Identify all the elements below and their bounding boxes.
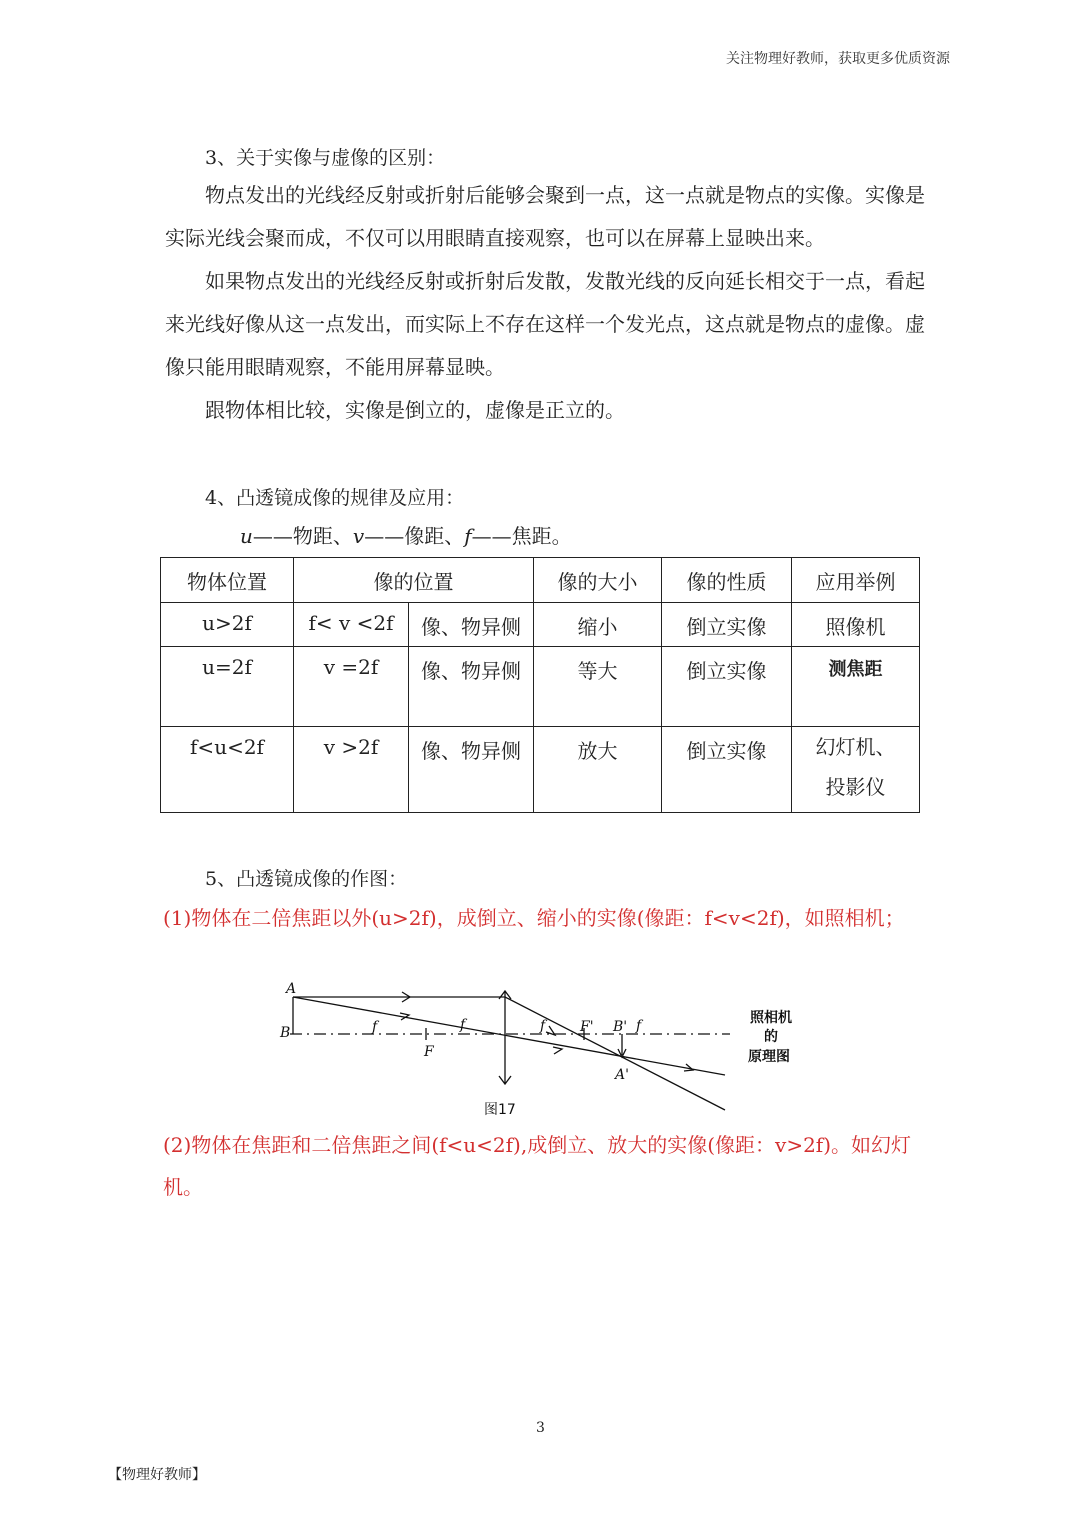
cell-size: 等大 — [534, 647, 662, 727]
side-label-3: 原理图 — [748, 1049, 790, 1065]
label-A-prime: A' — [615, 1067, 629, 1083]
label-f-1: f — [372, 1019, 378, 1035]
symbol-v: v — [352, 524, 365, 548]
symbol-v-text: ——像距、 — [364, 524, 465, 548]
symbol-u: u — [240, 524, 253, 548]
label-B: B — [280, 1025, 291, 1041]
cell-size: 缩小 — [534, 603, 662, 647]
lens-imaging-table — [160, 557, 920, 813]
page-footer: 【物理好教师】 — [108, 1467, 206, 1483]
symbol-definitions — [240, 520, 572, 549]
cell-application: 照像机 — [792, 603, 920, 647]
cell-application — [792, 727, 920, 813]
header-image-nature: 像的性质 — [662, 558, 792, 603]
page-header: 关注物理好教师，获取更多优质资源 — [726, 51, 950, 67]
ray-center — [293, 997, 725, 1075]
section-3-title: 3、关于实像与虚像的区别： — [205, 147, 446, 169]
table-header-row — [161, 558, 920, 603]
label-f-2: f — [460, 1017, 466, 1033]
section-5-item-1: (1)物体在二倍焦距以外(u>2f)，成倒立、缩小的实像(像距：f<v<2f)，如照相机； — [163, 906, 905, 930]
ray-refracted — [505, 997, 725, 1110]
label-f-3: f — [540, 1018, 546, 1034]
cell-application: 测焦距 — [792, 647, 920, 727]
table-row — [161, 603, 920, 647]
cell-image-side: 像、物异侧 — [409, 727, 534, 813]
table-row — [161, 647, 920, 727]
camera-principle-diagram — [270, 975, 810, 1125]
page-number: 3 — [536, 1420, 545, 1436]
cell-image-range: v =2f — [294, 647, 409, 727]
section-3-paragraph-1: 物点发出的光线经反射或折射后能够会聚到一点，这一点就是物点的实像。实像是实际光线会聚而成，不仅可以用眼睛直接观察，也可以在屏幕上显映出来。 — [165, 183, 925, 250]
section-3-paragraph-2: 如果物点发出的光线经反射或折射后发散，发散光线的反向延长相交于一点，看起来光线好像从这一点发出，而实际上不存在这样一个发光点，这点就是物点的虚像。虚像只能用眼睛观察，不能用屏幕显映。 — [165, 269, 925, 379]
cell-object: u>2f — [161, 603, 294, 647]
cell-object: u=2f — [161, 647, 294, 727]
symbol-f: f — [464, 524, 472, 548]
label-F-prime: F' — [580, 1019, 594, 1035]
section-4-title: 4、凸透镜成像的规律及应用： — [205, 487, 465, 509]
cell-image-side: 像、物异侧 — [409, 647, 534, 727]
table-row — [161, 727, 920, 813]
header-application: 应用举例 — [792, 558, 920, 603]
cell-nature: 倒立实像 — [662, 603, 792, 647]
label-A: A — [286, 981, 297, 997]
side-label-2: 的 — [764, 1029, 778, 1045]
header-object-position: 物体位置 — [161, 558, 294, 603]
cell-image-range: f< v <2f — [294, 603, 409, 647]
section-5-title: 5、凸透镜成像的作图： — [205, 868, 408, 890]
application-line-2: 投影仪 — [825, 775, 886, 799]
side-label-1: 照相机 — [750, 1010, 792, 1026]
label-F: F — [424, 1044, 434, 1060]
symbol-f-text: ——焦距。 — [471, 524, 572, 548]
header-image-position: 像的位置 — [294, 558, 534, 603]
header-image-size: 像的大小 — [534, 558, 662, 603]
symbol-u-text: ——物距、 — [252, 524, 353, 548]
cell-size: 放大 — [534, 727, 662, 813]
cell-nature: 倒立实像 — [662, 647, 792, 727]
cell-image-range: v >2f — [294, 727, 409, 813]
cell-object: f<u<2f — [161, 727, 294, 813]
cell-image-side: 像、物异侧 — [409, 603, 534, 647]
diagram-caption: 图17 — [484, 1102, 516, 1118]
cell-nature: 倒立实像 — [662, 727, 792, 813]
label-B-prime: B' — [613, 1019, 628, 1035]
application-line-1: 幻灯机、 — [815, 735, 896, 759]
section-3-paragraph-3: 跟物体相比较，实像是倒立的，虚像是正立的。 — [205, 398, 625, 422]
section-5-item-2: (2)物体在焦距和二倍焦距之间(f<u<2f),成倒立、放大的实像(像距：v>2f)。如幻灯机。 — [163, 1133, 912, 1199]
label-f-4: f — [636, 1018, 642, 1034]
